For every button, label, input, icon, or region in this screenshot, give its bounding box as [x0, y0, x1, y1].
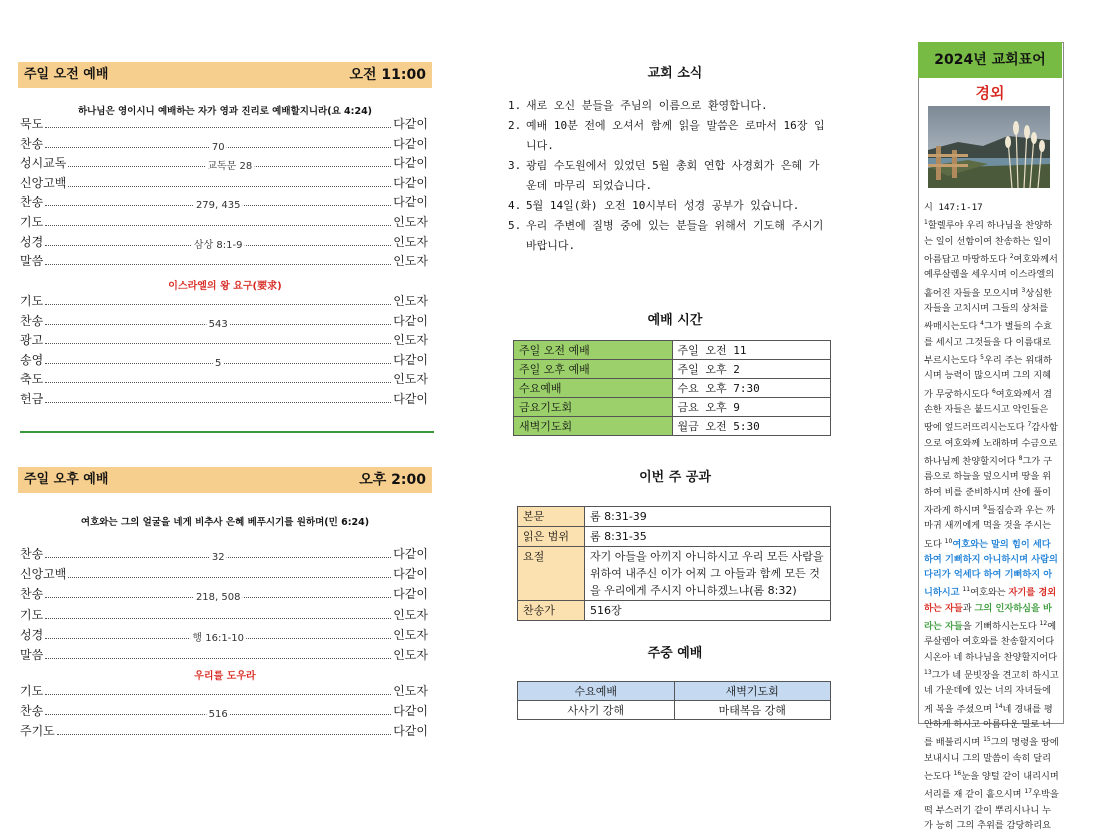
order-row-label: 찬송: [20, 704, 44, 719]
order-row-label: 광고: [20, 333, 44, 348]
dot-leader: [57, 733, 391, 735]
order-row: [20, 701, 428, 719]
order-row-label: 찬송: [20, 587, 44, 602]
order-row-leader: 다같이: [393, 567, 428, 582]
order-row-label: 성경: [20, 627, 44, 642]
order-row-leader: 인도자: [393, 215, 428, 229]
lesson-value: 롬 8:31-39: [585, 507, 831, 527]
morning-service-time: 오전 11:00: [349, 67, 426, 83]
verse-10-highlight: 여호와는 말의 힘이 세다 하여 기뻐하지 아니하시며 사람의 다리가 억세다 하여 기뻐하지 아니하시고: [924, 538, 1058, 599]
news-item: [508, 116, 828, 156]
news-item-text: 예배 10분 전에 오셔서 함께 읽을 말씀은 로마서 16장 입니다.: [526, 119, 825, 152]
worship-times-title: 예배 시간: [647, 313, 703, 328]
verse-text: 감사함으로 여호와께 노래하며 수금으로 하나님께 찬양할지어다: [924, 422, 1058, 467]
worship-time: 수요 오후 7:30: [672, 379, 831, 398]
news-list: [508, 96, 828, 256]
verse-text: 눈을 양털 같이 내리시며 서리를 재 같이 흩으시며: [924, 771, 1059, 801]
verse-text: 할렐루야 우리 하나님을 찬양하는 일이 선함이여 찬송하는 일이 아름답고 마땅하도다: [924, 220, 1052, 266]
worship-name: 금요기도회: [514, 398, 673, 417]
order-row-leader: 다같이: [393, 175, 428, 190]
dot-leader: [45, 709, 391, 721]
order-row: [20, 605, 428, 623]
verse-text: 그의 명령을 땅에 보내시니 그의 말씀이 속히 달리는도다: [924, 737, 1059, 783]
order-row-leader: 다같이: [393, 392, 428, 406]
dot-leader: [45, 657, 391, 659]
order-row: [20, 645, 428, 663]
order-row: [20, 625, 428, 643]
order-row-label: 헌금: [20, 392, 44, 406]
afternoon-sermon-title: 우리를 도우라: [194, 671, 256, 682]
order-row-leader: 인도자: [393, 254, 428, 269]
verse-number: 14: [994, 702, 1003, 710]
order-row-leader: 인도자: [393, 372, 428, 387]
verse-text: 우리 주는 위대하시며 능력이 많으시며 그의 지혜가 무궁하시도다: [924, 354, 1052, 400]
verse-number: 2: [1009, 252, 1014, 260]
verse-11-highlight-green: 그의 인자하심을 바라는 자들: [924, 602, 1052, 633]
motto-word: 경외: [975, 84, 1005, 102]
midweek-table: [517, 681, 831, 720]
order-row-label: 말씀: [20, 648, 44, 662]
midweek-value-wed: 사사기 강해: [518, 701, 675, 720]
order-row: [20, 192, 428, 210]
worship-time-row: [514, 379, 831, 398]
dot-leader: [45, 303, 391, 305]
verse-number: 3: [1021, 286, 1026, 294]
news-item: [508, 156, 828, 196]
worship-time-row: [514, 360, 831, 379]
lesson-row: [518, 601, 831, 621]
order-row-label: 찬송: [20, 547, 44, 561]
dot-leader: [45, 552, 391, 563]
morning-service-title: 주일 오전 예배: [24, 67, 109, 82]
worship-time: 금요 오후 9: [672, 398, 831, 417]
dot-leader: [45, 126, 391, 128]
order-row-leader: 다같이: [393, 136, 428, 151]
order-row-leader: 인도자: [393, 684, 428, 698]
midweek-title: 주중 예배: [647, 646, 703, 661]
news-item-text: 우리 주변에 질병 중에 있는 분들을 위해서 기도해 주시기 바랍니다.: [526, 219, 824, 252]
verse-number: 15: [983, 736, 991, 744]
order-row-label: 성경: [20, 234, 44, 249]
dot-leader: [68, 185, 391, 187]
dot-leader: [45, 263, 391, 265]
order-row-label: 축도: [20, 372, 44, 387]
scripture-text: 시 147:1-17 $^1$할렐루야 우리 하나님을 찬양하는 일이 선함이여 찬송하는 일이 아름답고 마땅하도다 $^2$여호와께서 예루살렘을 세우시며 이스라엘의 흩어진 자들을 모으시며 $^3$상심한 자들을 고치시며 그들의 상처를 싸매시는도다 $^4$그가 별들의 수효를 세시고 그것들을 다 이름대로 부르시는도다 $^5$우리 주는 위대하시며 능력이 많으시며 그의 지혜가 무궁하시도다 $^6$여호와께서 겸손한 자들은 붙드시고 악인들은 땅에 엎드러뜨리시는도다 $^7$감사함으로 여호와께 노래하며 수금으로 하나님께 찬양할지어다 $^8$그가 구름으로 하늘을 덮으시며 땅을 위하여 비를 준비하시며 산에 풀이 자라게 하시며 $^9$들짐승과 우는 까마귀 새끼에게 먹을 것을 주시는도다 $^{10}$여호와는 말의 힘이 세다 하여 기뻐하지 아니하시며 사람의 다리가 억세다 하여 기뻐하지 아니하시고 $^{11}$여호와는 자기를 경외하는 자들과 그의 인자하심을 바라는 자들을 기뻐하시는도다 $^{12}$예루살렘아 여호와를 찬송할지어다 시온아 네 하나님을 찬양할지어다 $^{13}$그가 네 문빗장을 견고히 하시고 네 가운데에 있는 너의 자녀들에게 복을 주셨으며 $^{14}$네 경내를 평안하게 하시고 아름다운 밀로 너를 배불리시며 $^{15}$그의 명령을 땅에 보내시니 그의 말씀이 속히 달리는도다 $^{16}$눈을 양털 같이 내리시며 서리를 재 같이 흩으시며 $^{17}$우박을 떡 부스러기 같이 뿌리시나니 누가 능히 그의 추위를 감당하리요: [924, 202, 1059, 832]
order-row-label: 말씀: [20, 254, 44, 269]
worship-name: 새벽기도회: [514, 417, 673, 436]
worship-name: 주일 오전 예배: [514, 341, 673, 360]
morning-service-header: [18, 62, 432, 88]
order-row: [20, 153, 428, 171]
worship-time: 주일 오전 11: [672, 341, 831, 360]
news-item-text: 새로 오신 분들을 주님의 이름으로 환영합니다.: [526, 99, 768, 112]
dot-leader: [45, 357, 391, 369]
worship-name: 주일 오후 예배: [514, 360, 673, 379]
verse-text: 우박을 떡 부스러기 같이 뿌리시나니 누가 능히 그의 추위를 감당하리요: [924, 789, 1059, 832]
lesson-key: 찬송가: [518, 601, 585, 621]
order-row-leader: 다같이: [393, 313, 428, 328]
dot-leader: [45, 401, 391, 403]
verse-number: 1: [924, 219, 928, 227]
order-row: [20, 584, 428, 602]
order-row: [20, 232, 428, 250]
verse-number: 7: [1027, 421, 1032, 429]
verse-number: 13: [924, 669, 932, 677]
verse-number: 17: [1024, 788, 1033, 796]
order-row: [20, 544, 428, 562]
order-row-detail: 삼상 8:1-9: [192, 236, 245, 251]
verse-text: 여호와께서 겸손한 자들은 붙드시고 악인들은 땅에 엎드러뜨리시는도다: [924, 388, 1052, 434]
order-row-label: 송영: [20, 352, 44, 367]
verse-text: 들짐승과 우는 까마귀 새끼에게 먹을 것을 주시는도다: [924, 504, 1055, 550]
dot-leader: [45, 342, 391, 344]
order-row: [20, 681, 428, 699]
dot-leader: [45, 318, 391, 330]
order-row: [20, 212, 428, 230]
news-item-number: 2.: [508, 119, 522, 132]
order-row-leader: 인도자: [393, 333, 428, 348]
verse-text: 그가 구름으로 하늘을 덮으시며 땅을 위하여 비를 준비하시며 산에 풀이 자라게 하시며: [924, 455, 1052, 516]
order-row: [20, 721, 428, 739]
order-row-detail: 교독문 28: [205, 157, 254, 172]
midweek-header-dawn: 새벽기도회: [674, 682, 831, 701]
verse-number: 9: [983, 503, 987, 511]
order-row: [20, 134, 428, 152]
order-row-label: 기도: [20, 684, 44, 698]
order-row-leader: 다같이: [393, 352, 428, 367]
order-row-label: 주기도: [20, 724, 55, 739]
order-row: [20, 564, 428, 582]
order-row-leader: 인도자: [393, 294, 428, 308]
midweek-header-wed: 수요예배: [518, 682, 675, 701]
news-item-number: 3.: [508, 159, 522, 172]
dot-leader: [45, 224, 391, 226]
order-row: [20, 350, 428, 368]
order-row-label: 기도: [20, 215, 44, 229]
order-row-label: 찬송: [20, 136, 44, 151]
verse-text: 상심한 자들을 고치시며 그들의 상처를 싸매시는도다: [924, 287, 1052, 333]
verse-11-highlight-red: 자기를 경외하는 자들: [924, 587, 1057, 614]
order-row-detail: 5: [215, 357, 222, 369]
afternoon-service-title: 주일 오후 예배: [24, 472, 109, 487]
morning-verse: 하나님은 영이시니 예배하는 자가 영과 진리로 예배할지니라(요 4:24): [77, 106, 373, 117]
news-item: [508, 196, 828, 216]
order-row: [20, 311, 428, 329]
order-row-label: 찬송: [20, 313, 44, 328]
order-row: [20, 291, 428, 309]
dot-leader: [45, 632, 391, 644]
verse-number: 16: [953, 770, 962, 778]
verse-text: 그가 네 문빗장을 견고히 하시고 네 가운데에 있는 너의 자녀들에게 복을 주셨으며: [924, 670, 1059, 715]
worship-time: 월금 오전 5:30: [672, 417, 831, 436]
news-item-number: 4.: [508, 199, 522, 212]
order-row-leader: 다같이: [393, 724, 428, 739]
worship-times-table: [513, 340, 831, 436]
verse-text: 여호와께서 예루살렘을 세우시며 이스라엘의 흩어진 자들을 모으시며: [924, 254, 1058, 299]
order-row-detail: 218, 508: [195, 592, 241, 604]
motto-title: 2024년 교회표어: [918, 42, 1062, 78]
landscape-photo: [928, 106, 1050, 188]
verse-number: 8: [1018, 454, 1023, 462]
news-item-text: 광림 수도원에서 있었던 5월 총회 연합 사경회가 은혜 가운데 마무리 되었습니다.: [526, 159, 820, 192]
dot-leader: [45, 693, 391, 695]
lesson-key: 읽은 범위: [518, 527, 585, 547]
lesson-value: 롬 8:31-35: [585, 527, 831, 547]
verse-number: 12: [1039, 620, 1048, 628]
dot-leader: [68, 576, 391, 578]
lesson-row: [518, 527, 831, 547]
lesson-row: [518, 507, 831, 527]
order-row-detail: 543: [208, 318, 228, 330]
verse-number: 6: [991, 387, 996, 395]
order-row-leader: 인도자: [393, 234, 428, 249]
afternoon-service-header: [18, 467, 432, 493]
dot-leader: [68, 161, 391, 173]
morning-sermon-title: 이스라엘의 왕 요구(要求): [168, 281, 282, 292]
order-row-leader: 인도자: [393, 648, 428, 662]
order-row-leader: 다같이: [393, 704, 428, 719]
order-row-detail: 279, 435: [195, 200, 241, 212]
order-row-label: 기도: [20, 294, 44, 308]
worship-time-row: [514, 417, 831, 436]
order-row-detail: 행 16:1-10: [190, 629, 246, 644]
lesson-row: [518, 547, 831, 601]
order-row: [20, 173, 428, 191]
order-row: [20, 114, 428, 132]
order-row-label: 기도: [20, 607, 44, 622]
dot-leader: [45, 617, 391, 619]
dot-leader: [45, 381, 391, 383]
lesson-value: 516장: [585, 601, 831, 621]
order-row-label: 신앙고백: [20, 175, 67, 190]
order-row-detail: 516: [208, 709, 228, 721]
order-row-leader: 인도자: [393, 607, 428, 622]
news-item-text: 5월 14일(화) 오전 10시부터 성경 공부가 있습니다.: [526, 199, 800, 212]
afternoon-verse: 여호와는 그의 얼굴을 네게 비추사 은혜 베푸시기를 원하며(민 6:24): [80, 517, 370, 528]
order-row-label: 성시교독: [20, 156, 67, 171]
order-row: [20, 389, 428, 407]
worship-name: 수요예배: [514, 379, 673, 398]
dot-leader: [45, 200, 391, 212]
lesson-table: [517, 506, 831, 621]
order-row-detail: 32: [211, 552, 225, 563]
dot-leader: [45, 592, 391, 604]
worship-time-row: [514, 341, 831, 360]
order-row: [20, 330, 428, 348]
lesson-key: 요절: [518, 547, 585, 601]
order-row-label: 찬송: [20, 195, 44, 210]
news-item: [508, 216, 828, 256]
order-row-leader: 인도자: [393, 627, 428, 642]
order-row-leader: 다같이: [393, 156, 428, 171]
lesson-title: 이번 주 공과: [639, 470, 711, 485]
verse-text: 예루살렘아 여호와를 찬송할지어다 시온아 네 하나님을 찬양할지어다: [924, 621, 1058, 663]
verse-number: 4: [980, 320, 984, 328]
worship-time-row: [514, 398, 831, 417]
news-item: [508, 96, 828, 116]
scripture-reference: 시 147:1-17: [924, 202, 983, 213]
order-row-leader: 다같이: [393, 547, 428, 561]
order-row-leader: 다같이: [393, 195, 428, 210]
order-row: [20, 369, 428, 387]
verse-text: 네 경내를 평안하게 하시고 아름다운 밀로 너를 배불리시며: [924, 703, 1053, 749]
midweek-value-dawn: 마태복음 강해: [674, 701, 831, 720]
order-row-label: 묵도: [20, 117, 44, 131]
news-item-number: 5.: [508, 219, 522, 232]
verse-text: 그가 별들의 수효를 세시고 그것들을 다 이름대로 부르시는도다: [924, 321, 1052, 366]
order-row-leader: 다같이: [393, 587, 428, 602]
afternoon-service-time: 오후 2:00: [359, 472, 426, 488]
lesson-value: 자기 아들을 아끼지 아니하시고 우리 모든 사람을 위하여 내주신 이가 어찌 그 아들과 함께 모든 것을 우리에게 주시지 아니하겠느냐(롬 8:32): [585, 547, 831, 601]
news-title: 교회 소식: [647, 66, 703, 81]
order-row-detail: 70: [211, 141, 225, 153]
section-divider: [20, 431, 434, 433]
news-item-number: 1.: [508, 99, 522, 112]
dot-leader: [45, 239, 391, 251]
order-row-leader: 다같이: [393, 117, 428, 131]
order-row: [20, 251, 428, 269]
verse-number: 5: [980, 353, 984, 361]
order-row-label: 신앙고백: [20, 567, 67, 582]
dot-leader: [45, 141, 391, 153]
lesson-key: 본문: [518, 507, 585, 527]
worship-time: 주일 오후 2: [672, 360, 831, 379]
